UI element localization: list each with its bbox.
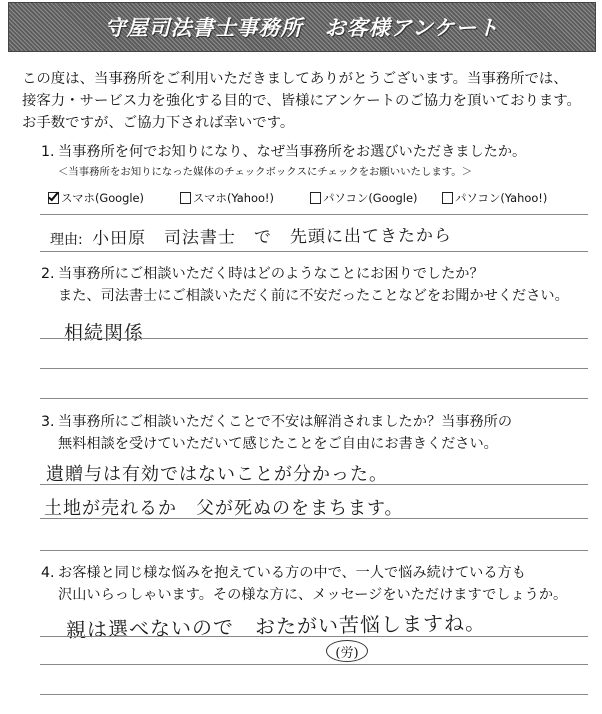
reason-label: 理由:: [50, 232, 83, 248]
option-pc-yahoo[interactable]: [442, 190, 547, 206]
checkbox-checked[interactable]: [48, 192, 59, 204]
option-smartphone-google[interactable]: [48, 190, 144, 206]
answer-line: [40, 398, 588, 399]
answer-line: [40, 251, 588, 252]
handwritten-answer: 小田原 司法書士 で 先頭に出てきたから: [91, 225, 453, 249]
question-text: お客様と同じ様な悩みを抱えている方の中で、一人で悩み続けている方も: [58, 565, 526, 581]
form-title: 守屋司法書士事務所 お客様アンケート: [104, 16, 500, 40]
answer-line: [40, 214, 588, 215]
option-label: パソコン(Yahoo!): [455, 191, 548, 205]
question-text: 当事務所にご相談いただくことで不安は解消されましたか？当事務所の: [58, 414, 513, 430]
answer-line: [40, 338, 588, 339]
question-number: 4.: [41, 565, 55, 581]
answer-line: [40, 484, 588, 485]
question-2: [41, 263, 569, 307]
signature-mark: (労): [326, 640, 368, 662]
question-text: 無料相談を受けていただいて感じたことをご自由にお書きください。: [58, 436, 498, 452]
handwritten-answer: 遺贈与は有効ではないことが分かった。: [46, 464, 388, 485]
handwritten-answer: 土地が売れるか 父が死ぬのをまちます。: [44, 498, 404, 519]
question-text: 当事務所を何でお知りになり、なぜ当事務所をお選びいただきましたか。: [58, 144, 527, 160]
intro-line: お手数ですが、ご協力下されば幸いです。: [22, 115, 295, 131]
answer-line: [40, 664, 588, 665]
intro-paragraph: [22, 68, 594, 134]
handwritten-answer: 相続関係: [64, 322, 145, 344]
option-pc-google[interactable]: [310, 190, 417, 206]
answer-line: [40, 636, 588, 637]
question-text: 当事務所にご相談いただく時はどのようなことにお困りでしたか？: [58, 266, 484, 282]
answer-line: [40, 550, 588, 551]
answer-line: [40, 368, 588, 369]
intro-line: 接客力・サービス力を強化する目的で、皆様にアンケートのご協力を頂いております。: [22, 93, 581, 109]
question-text: また、司法書士にご相談いただく前に不安だったことなどをお聞かせください。: [58, 288, 569, 304]
question-text: 沢山いらっしゃいます。その様な方に、メッセージをいただけますでしょうか。: [58, 587, 568, 603]
answer-line: [40, 518, 588, 519]
question-1: [41, 141, 527, 163]
question-number: 3.: [41, 414, 55, 430]
question-4: [41, 562, 568, 606]
answer-line: [40, 694, 588, 695]
option-smartphone-yahoo[interactable]: [180, 190, 274, 206]
question-1-note: ＜当事務所をお知りになった媒体のチェックボックスにチェックをお願いいたします。＞: [58, 166, 473, 178]
checkbox[interactable]: [442, 192, 453, 204]
option-label: スマホ(Google): [61, 191, 144, 205]
option-label: パソコン(Google): [323, 191, 418, 205]
option-label: スマホ(Yahoo!): [193, 191, 274, 205]
intro-line: この度は、当事務所をご利用いただきましてありがとうございます。当事務所では、: [22, 71, 568, 87]
question-3: [41, 411, 513, 455]
question-number: 1.: [41, 144, 55, 160]
checkbox[interactable]: [310, 192, 321, 204]
checkbox[interactable]: [180, 192, 191, 204]
handwritten-answer: 親は選べないので おたがい苦悩しますね。: [65, 610, 487, 642]
media-checkbox-row: [48, 190, 588, 210]
title-banner: [8, 2, 596, 52]
question-number: 2.: [41, 266, 55, 282]
